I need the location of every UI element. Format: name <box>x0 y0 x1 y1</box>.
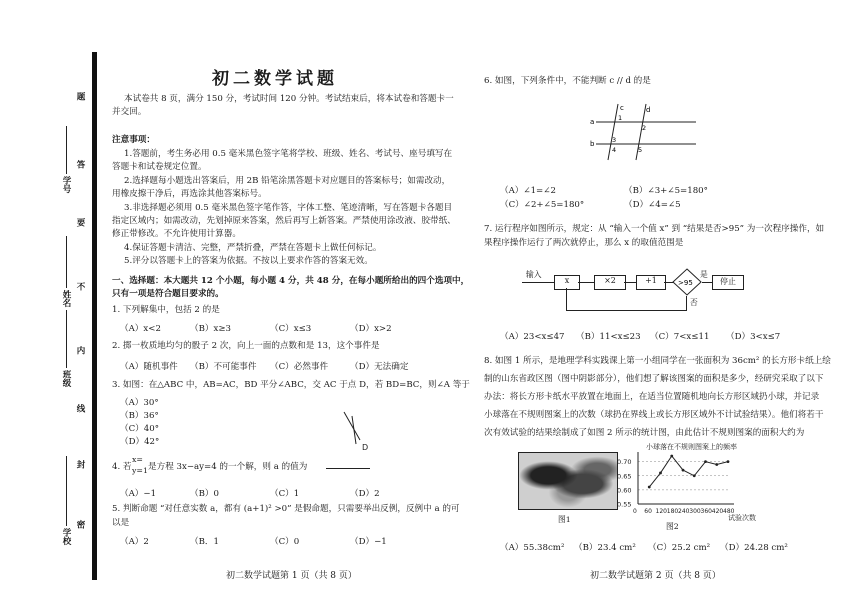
chart-series <box>648 455 730 489</box>
data-point <box>727 460 730 463</box>
binding-label: 不 <box>75 282 85 291</box>
angle-5-label: 5 <box>638 146 643 154</box>
flow-arrow <box>624 282 636 283</box>
intro-text: 并交回。 <box>112 107 147 117</box>
x-tick-label: 300 <box>689 508 701 515</box>
system-top: x= <box>132 455 143 464</box>
student-number-label: 学号 <box>61 176 71 193</box>
q7-option-b[interactable]: （B）11<x≤23 <box>576 332 641 342</box>
question-5-stem: 5. 判断命题 “对任意实数 a，都有 (a+1)² >0” 是假命题，只需要举出反例，反例中 a 的可 <box>112 504 460 514</box>
q3-option-a[interactable]: （A）30° <box>120 398 159 408</box>
line-d-label: d <box>646 106 651 114</box>
flow-arrow <box>522 282 554 283</box>
question-8-stem: 小球落在不规则图案上的次数（球扔在界线上或长方形区域外不计试验结果）。他们将若干 <box>484 410 824 420</box>
flow-compare-label: >95 <box>678 279 693 287</box>
q2-option-a[interactable]: （A）随机事件 <box>120 362 178 372</box>
binding-label: 密 <box>75 520 85 529</box>
q6-option-c[interactable]: （C）∠2+∠5=180° <box>500 200 585 210</box>
binding-label: 内 <box>75 346 85 355</box>
question-4-stem: 4. 若 <box>112 462 132 472</box>
flow-loop-line <box>686 296 687 310</box>
binding-label: 要 <box>75 218 85 227</box>
q8-option-a[interactable]: （A）55.38cm² <box>500 543 565 553</box>
q4-option-d[interactable]: （D）2 <box>350 489 380 499</box>
data-point <box>682 469 685 472</box>
question-8-stem: 次有效试验的结果绘制成了如图 2 所示的统计图，由此估计不规则图案的面积大约为 <box>484 428 805 438</box>
school-label: 学校 <box>61 528 71 545</box>
chart-y-ticks <box>617 458 631 508</box>
triangle-figure <box>330 408 380 454</box>
question-7-stem: 7. 运行程序如图所示，规定：从 “输入一个值 x” 到 “结果是否>95” 为一次程序操作，如 <box>484 224 825 234</box>
x-tick-label: 0 <box>633 508 637 515</box>
notice-line: 2.选择题每小题选出答案后，用 2B 铅笔涂黑答题卡对应题目的答案标号；如需改动， <box>124 176 451 186</box>
data-point <box>693 474 696 477</box>
name-label: 姓名 <box>61 290 71 307</box>
q1-option-b[interactable]: （B）x≥3 <box>190 324 232 334</box>
question-4-stem: 是方程 3x−ay=4 的一个解，则 a 的值为 <box>148 462 308 472</box>
q1-option-c[interactable]: （C）x≤3 <box>270 324 312 334</box>
notice-line: 修正带修改。不允许使用计算器。 <box>112 229 241 239</box>
binding-label: 答 <box>75 160 85 169</box>
series-line <box>649 456 728 487</box>
question-1-stem: 1. 下列解集中，包括 2 的是 <box>112 305 220 315</box>
q6-option-b[interactable]: （B）∠3+∠5=180° <box>624 186 708 196</box>
school-line[interactable] <box>66 456 67 526</box>
flow-box-times: ×2 <box>594 275 626 290</box>
angle-1-label: 1 <box>618 114 623 122</box>
binding-label: 线 <box>75 404 85 413</box>
q2-option-c[interactable]: （C）必然事件 <box>270 362 329 372</box>
x-tick-label: 360 <box>700 508 712 515</box>
page-1-footer: 初二数学试题第 1 页（共 8 页） <box>226 571 357 581</box>
notice-line: 5.评分以答题卡上的答案为依据。不按以上要求作答的答案无效。 <box>124 256 373 266</box>
q8-option-b[interactable]: （B）23.4 cm² <box>574 543 636 553</box>
q7-option-a[interactable]: （A）23<x≤47 <box>500 332 565 342</box>
q5-option-b[interactable]: （B．1 <box>190 537 219 547</box>
x-tick-label: 180 <box>666 508 679 515</box>
y-tick-label: 0.60 <box>617 486 632 495</box>
data-point <box>704 460 707 463</box>
q4-option-a[interactable]: （A）−1 <box>120 489 157 499</box>
q2-option-d[interactable]: （D）无法确定 <box>350 362 409 372</box>
question-7-stem: 果程序操作运行了两次就停止，那么 x 的取值范围是 <box>484 238 684 248</box>
page-2-footer: 初二数学试题第 2 页（共 8 页） <box>590 571 721 581</box>
q7-option-d[interactable]: （D）3<x≤7 <box>726 332 781 342</box>
data-point <box>670 455 673 458</box>
binding-label: 题 <box>75 92 85 101</box>
flow-decision <box>672 268 702 296</box>
chart-x-axis-label: 试验次数 <box>728 514 756 522</box>
flow-yes-label: 是 <box>700 270 708 279</box>
q6-option-a[interactable]: （A）∠1=∠2 <box>500 186 556 196</box>
flow-input-label: 输入 <box>526 270 542 279</box>
x-tick-label: 240 <box>678 508 690 515</box>
q5-option-a[interactable]: （A）2 <box>120 537 149 547</box>
question-6-stem: 6. 如图，下列条件中，不能判断 c // d 的是 <box>484 76 651 86</box>
flow-loop-line <box>566 288 567 310</box>
point-d-label: D <box>362 443 369 452</box>
binding-line <box>92 52 97 580</box>
parallel-lines-figure <box>588 100 698 164</box>
section-heading: 只有一项是符合题目要求的。 <box>112 289 224 299</box>
x-tick-label: 420 <box>711 508 724 515</box>
name-line[interactable] <box>66 236 67 288</box>
chart-grid <box>638 462 728 504</box>
frequency-line-chart <box>616 440 766 526</box>
y-tick-label: 0.55 <box>617 500 632 509</box>
shandong-map-image <box>518 452 618 510</box>
flow-arrow <box>702 282 712 283</box>
data-point <box>715 463 718 466</box>
student-number-line[interactable] <box>66 126 67 174</box>
q2-option-b[interactable]: （B）不可能事件 <box>190 362 257 372</box>
line-c-label: c <box>620 104 624 112</box>
x-tick-label: 60 <box>644 508 652 515</box>
question-8-stem: 8. 如图 1 所示，是地理学科实践课上第一小组同学在一张面积为 36cm² 的长方形卡纸上绘 <box>484 356 831 366</box>
angle-2-label: 2 <box>642 124 647 132</box>
q3-option-c[interactable]: （C）40° <box>120 424 159 434</box>
angle-4-label: 4 <box>612 146 617 154</box>
binding-label: 封 <box>75 460 85 469</box>
flow-no-label: 否 <box>690 298 698 307</box>
q3-option-d[interactable]: （D）42° <box>120 437 160 447</box>
notice-line: 答题卡和试卷规定位置。 <box>112 162 207 172</box>
intro-text: 本试卷共 8 页，满分 150 分，考试时间 120 分钟。考试结束后，将本试卷和答题卡一 <box>124 94 454 104</box>
class-label: 班级 <box>61 370 71 387</box>
line-a-label: a <box>590 118 595 126</box>
q5-option-d[interactable]: （D）−1 <box>350 537 387 547</box>
figure-2-caption: 图2 <box>666 522 679 531</box>
q8-option-d[interactable]: （D）24.28 cm² <box>720 543 788 553</box>
y-tick-label: 0.70 <box>617 458 632 467</box>
line-b-label: b <box>590 140 595 148</box>
q1-option-a[interactable]: （A）x<2 <box>120 324 161 334</box>
q8-option-c[interactable]: （C）25.2 cm² <box>648 543 711 553</box>
figure-1-caption: 图1 <box>558 515 571 524</box>
x-tick-label: 480 <box>723 508 735 515</box>
question-8-stem: 办法：将长方形卡纸水平放置在地面上，在适当位置随机地向长方形区域扔小球，并记录 <box>484 392 820 402</box>
flow-box-stop: 停止 <box>712 275 744 290</box>
y-tick-label: 0.65 <box>617 472 632 481</box>
q4-option-b[interactable]: （B）0 <box>190 489 219 499</box>
figure-segment <box>326 468 370 469</box>
question-2-stem: 2. 掷一枚质地均匀的骰子 2 次，向上一面的点数和是 13，这个事件是 <box>112 341 380 351</box>
x-tick-label: 120 <box>655 508 667 515</box>
chart-x-ticks <box>633 508 735 515</box>
page-title: 初二数学试题 <box>212 69 338 89</box>
notice-line: 指定区域内；如需改动，先划掉原来答案，然后再写上新答案。严禁使用涂改液、胶带纸、 <box>112 216 456 226</box>
notice-line: 1.答题前，考生务必用 0.5 毫米黑色签字笔将学校、班级、姓名、考试号、座号填写在 <box>124 149 453 159</box>
q6-option-d[interactable]: （D）∠4=∠5 <box>624 200 681 210</box>
flow-loop-line <box>566 310 687 311</box>
system-bottom: y=1 <box>132 466 148 475</box>
flow-box-x: x <box>554 275 580 290</box>
q1-option-d[interactable]: （D）x>2 <box>350 324 392 334</box>
question-8-stem: 制的山东省政区图（图中阴影部分），他们想了解该图案的面积是多少，经研究采取了以下 <box>484 374 824 384</box>
chart-axes <box>638 452 734 504</box>
notice-line: 3.非选择题必须用 0.5 毫米黑色签字笔作答，字体工整、笔迹清晰，写在答题卡各题目 <box>124 203 453 213</box>
notice-heading: 注意事项： <box>112 135 155 145</box>
chart-title: 小球落在不规则图案上的频率 <box>646 443 737 451</box>
data-point <box>648 486 651 489</box>
class-line[interactable] <box>66 310 67 368</box>
q3-option-b[interactable]: （B）36° <box>120 411 159 421</box>
notice-line: 用橡皮擦干净后，再选涂其他答案标号。 <box>112 189 267 199</box>
question-5-stem: 以是 <box>112 518 130 528</box>
section-heading: 一、选择题：本大题共 12 个小题，每小题 4 分，共 48 分，在每小题所给出的四个选项中， <box>112 276 470 286</box>
flow-box-plus: +1 <box>636 275 666 290</box>
notice-line: 4.保证答题卡清洁、完整，严禁折叠，严禁在答题卡上做任何标记。 <box>124 243 382 253</box>
q7-option-c[interactable]: （C）7<x≤11 <box>650 332 710 342</box>
angle-3-label: 3 <box>612 136 617 144</box>
question-3-stem: 3. 如图：在△ABC 中，AB=AC，BD 平分∠ABC，交 AC 于点 D，若 BD=BC，则∠A 等于 <box>112 380 470 390</box>
data-point <box>659 472 662 475</box>
flow-arrow <box>578 282 594 283</box>
q4-option-c[interactable]: （C）1 <box>270 489 300 499</box>
q5-option-c[interactable]: （C）0 <box>270 537 300 547</box>
